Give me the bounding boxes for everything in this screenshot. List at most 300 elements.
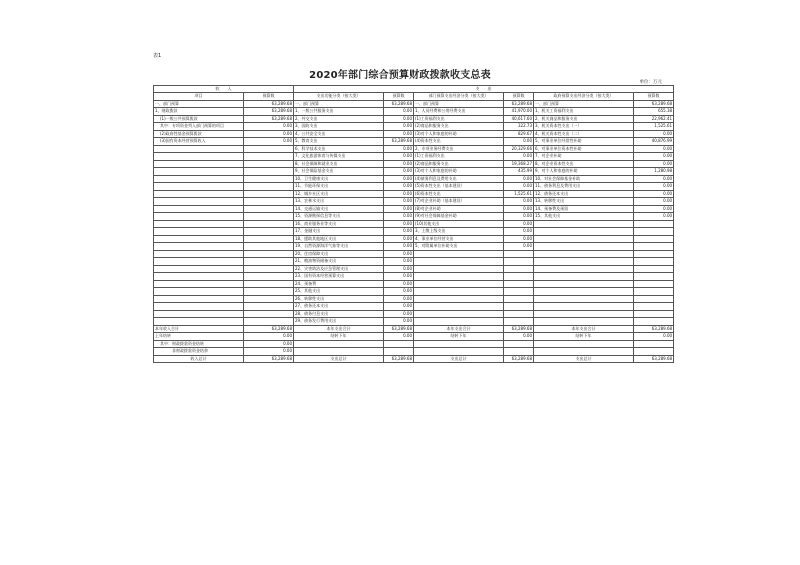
- table-row: [154, 273, 674, 281]
- income-item-cell: [154, 280, 244, 288]
- gov-econ-item-cell: [534, 288, 634, 296]
- income-item-cell: [154, 243, 244, 251]
- income-item-cell: [154, 295, 244, 303]
- dept-econ-item-cell: (8)对企业补助: [414, 205, 504, 213]
- func-budget-cell: 0.00: [384, 318, 414, 326]
- income-budget-cell: 0.00: [244, 130, 294, 138]
- income-item-cell: [154, 153, 244, 161]
- func-item-cell: 9、社会保险基金支出: [294, 168, 384, 176]
- table-row: [154, 198, 674, 206]
- dept-econ-budget-cell: 41,970.00: [504, 108, 534, 116]
- income-budget-cell: [244, 235, 294, 243]
- gov-econ-item-cell: [534, 228, 634, 236]
- gov-econ-budget-cell: [634, 228, 674, 236]
- income-budget-cell: [244, 243, 294, 251]
- dept-econ-item-cell: (9)对社会保障基金补助: [414, 213, 504, 221]
- dept-econ-item-cell: [414, 250, 504, 258]
- gov-econ-item-cell: [534, 220, 634, 228]
- func-item-cell: 15、资源勘探信息等支出: [294, 213, 384, 221]
- table-row: [154, 100, 674, 108]
- dept-econ-item-cell: (3)对个人和家庭的补助: [414, 168, 504, 176]
- func-item-cell: 7、文化旅游体育与传媒支出: [294, 153, 384, 161]
- table-row: [154, 288, 674, 296]
- income-budget-cell: [244, 228, 294, 236]
- gov-econ-budget-cell: 0.00: [634, 190, 674, 198]
- func-item-cell: 25、其他支出: [294, 288, 384, 296]
- dept-econ-item-cell: [414, 310, 504, 318]
- dept-econ-budget-cell: 0.00: [504, 243, 534, 251]
- func-budget-cell: 0.00: [384, 280, 414, 288]
- income-budget-cell: [244, 168, 294, 176]
- func-item-cell: 5、教育支出: [294, 138, 384, 146]
- dept-econ-budget-cell: [504, 250, 534, 258]
- func-budget-cell: 0.00: [384, 310, 414, 318]
- dept-econ-budget-cell: 0.00: [504, 153, 534, 161]
- func-budget-cell: 0.00: [384, 303, 414, 311]
- income-item-cell: 本年收入合计: [154, 325, 244, 333]
- gov-econ-budget-cell: [634, 288, 674, 296]
- func-budget-cell: 0.00: [384, 198, 414, 206]
- table-row: [154, 355, 674, 363]
- func-item-cell: 28、债务付息支出: [294, 310, 384, 318]
- dept-econ-item-cell: (1)工资福利支出: [414, 153, 504, 161]
- dept-econ-item-cell: (4)债务利息及费用支出: [414, 175, 504, 183]
- func-budget-cell: 0.00: [384, 175, 414, 183]
- gov-econ-budget-cell: [634, 265, 674, 273]
- func-budget-cell: 0.00: [384, 220, 414, 228]
- gov-econ-budget-cell: [634, 348, 674, 356]
- income-budget-cell: [244, 273, 294, 281]
- dept-econ-item-cell: [414, 348, 504, 356]
- table-row: [154, 190, 674, 198]
- income-budget-cell: [244, 265, 294, 273]
- dept-econ-item-cell: (6)资本性支出: [414, 190, 504, 198]
- income-item-cell: (3)国有资本经营预算收入: [154, 138, 244, 146]
- func-item-cell: 3、国防支出: [294, 123, 384, 131]
- dept-econ-budget-cell: 0.00: [504, 175, 534, 183]
- income-budget-cell: [244, 183, 294, 191]
- dept-econ-budget-cell: 435.99: [504, 168, 534, 176]
- table-row: [154, 295, 674, 303]
- dept-econ-budget-cell: [504, 280, 534, 288]
- income-budget-cell: [244, 280, 294, 288]
- gov-econ-item-cell: [534, 235, 634, 243]
- dept-econ-item-cell: 4、事业单位经营支出: [414, 235, 504, 243]
- func-budget-cell: 0.00: [384, 130, 414, 138]
- gov-econ-item-cell: 结转下年: [534, 333, 634, 341]
- table-row: [154, 340, 674, 348]
- func-budget-cell: 0.00: [384, 258, 414, 266]
- func-budget-cell: 0.00: [384, 273, 414, 281]
- table-row: [154, 108, 674, 116]
- dept-econ-budget-cell: 63,289.68: [504, 325, 534, 333]
- income-item-cell: 其中：财政拨款资金结转: [154, 340, 244, 348]
- income-item-cell: [154, 220, 244, 228]
- col-budget-header: 预算数: [244, 93, 294, 101]
- income-item-cell: [154, 235, 244, 243]
- gov-econ-item-cell: [534, 295, 634, 303]
- gov-econ-budget-cell: 0.00: [634, 213, 674, 221]
- gov-econ-item-cell: 5、对事业单位经常性补助: [534, 138, 634, 146]
- gov-econ-item-cell: 2、机关商品和服务支出: [534, 115, 634, 123]
- income-budget-cell: 0.00: [244, 333, 294, 341]
- table-row: [154, 325, 674, 333]
- income-item-cell: [154, 250, 244, 258]
- gov-econ-item-cell: 支出总计: [534, 355, 634, 363]
- income-budget-cell: [244, 310, 294, 318]
- gov-econ-item-cell: [534, 303, 634, 311]
- dept-econ-budget-cell: [504, 265, 534, 273]
- func-budget-cell: 0.00: [384, 213, 414, 221]
- income-item-cell: [154, 168, 244, 176]
- income-item-cell: [154, 258, 244, 266]
- gov-econ-item-cell: 8、对企业资本性支出: [534, 160, 634, 168]
- dept-econ-item-cell: [414, 318, 504, 326]
- dept-econ-item-cell: 2、专项业务经费支出: [414, 145, 504, 153]
- income-item-cell: [154, 288, 244, 296]
- gov-econ-item-cell: [534, 243, 634, 251]
- func-budget-cell: 63,289.68: [384, 138, 414, 146]
- income-budget-cell: [244, 303, 294, 311]
- func-budget-cell: [384, 348, 414, 356]
- func-budget-cell: 0.00: [384, 288, 414, 296]
- dept-econ-budget-cell: 0.00: [504, 235, 534, 243]
- dept-econ-item-cell: (7)对企业补助（基本建设）: [414, 198, 504, 206]
- dept-econ-item-cell: 支出总计: [414, 355, 504, 363]
- dept-econ-budget-cell: 0.00: [504, 183, 534, 191]
- dept-econ-budget-cell: 1,525.61: [504, 190, 534, 198]
- func-budget-cell: 0.00: [384, 145, 414, 153]
- income-budget-cell: [244, 160, 294, 168]
- dept-econ-item-cell: [414, 273, 504, 281]
- gov-econ-budget-cell: 0.00: [634, 175, 674, 183]
- table-row: [154, 145, 674, 153]
- func-budget-cell: 0.00: [384, 205, 414, 213]
- gov-econ-item-cell: 10、对社会保障基金补助: [534, 175, 634, 183]
- func-item-cell: 18、援助其他地区支出: [294, 235, 384, 243]
- table-row: [154, 168, 674, 176]
- func-item-cell: 23、国有资本经营预算支出: [294, 273, 384, 281]
- func-budget-cell: 0.00: [384, 115, 414, 123]
- gov-econ-budget-cell: 655.38: [634, 108, 674, 116]
- func-item-cell: 10、卫生健康支出: [294, 175, 384, 183]
- dept-econ-budget-cell: 0.00: [504, 333, 534, 341]
- dept-econ-item-cell: (3)对个人和家庭的补助: [414, 130, 504, 138]
- gov-econ-budget-cell: 0.00: [634, 205, 674, 213]
- income-item-cell: [154, 205, 244, 213]
- col-dept-econ-header: 部门预算支出经济分类（按大类）: [414, 93, 504, 101]
- income-budget-cell: [244, 220, 294, 228]
- income-item-cell: [154, 145, 244, 153]
- table-row: [154, 160, 674, 168]
- income-item-cell: 一、部门预算: [154, 100, 244, 108]
- table-row: [154, 258, 674, 266]
- income-budget-cell: 63,289.68: [244, 100, 294, 108]
- income-budget-cell: [244, 295, 294, 303]
- income-budget-cell: 63,289.68: [244, 325, 294, 333]
- dept-econ-item-cell: [414, 265, 504, 273]
- func-budget-cell: 63,289.68: [384, 100, 414, 108]
- gov-econ-item-cell: 1、机关工资福利支出: [534, 108, 634, 116]
- table-row: [154, 318, 674, 326]
- func-item-cell: 21、粮油物资储备支出: [294, 258, 384, 266]
- budget-table: [153, 85, 674, 363]
- table-row: [154, 280, 674, 288]
- gov-econ-item-cell: [534, 310, 634, 318]
- gov-econ-item-cell: [534, 265, 634, 273]
- func-item-cell: 一、部门预算: [294, 100, 384, 108]
- gov-econ-budget-cell: [634, 318, 674, 326]
- dept-econ-budget-cell: [504, 310, 534, 318]
- func-item-cell: 22、灾害防治及应急管理支出: [294, 265, 384, 273]
- gov-econ-item-cell: [534, 340, 634, 348]
- func-item-cell: 14、交通运输支出: [294, 205, 384, 213]
- col-budget-header: 预算数: [504, 93, 534, 101]
- gov-econ-budget-cell: 63,289.68: [634, 100, 674, 108]
- col-func-header: 支出功能分类（按大类）: [294, 93, 384, 101]
- table-row: [154, 123, 674, 131]
- func-item-cell: 17、金融支出: [294, 228, 384, 236]
- income-budget-cell: 63,289.68: [244, 108, 294, 116]
- dept-econ-budget-cell: 829.67: [504, 130, 534, 138]
- func-item-cell: 12、城乡社区支出: [294, 190, 384, 198]
- dept-econ-item-cell: 3、上缴上级支出: [414, 228, 504, 236]
- dept-econ-budget-cell: 0.00: [504, 198, 534, 206]
- col-gov-econ-header: 政府预算支出经济分类（按大类）: [534, 93, 634, 101]
- income-item-cell: (1)一般公共预算拨款: [154, 115, 244, 123]
- gov-econ-budget-cell: 22,962.41: [634, 115, 674, 123]
- income-budget-cell: 63,289.68: [244, 355, 294, 363]
- income-item-cell: 其中：专项资金列入部门预算的项目: [154, 123, 244, 131]
- dept-econ-item-cell: 一、部门预算: [414, 100, 504, 108]
- gov-econ-budget-cell: 0.00: [634, 333, 674, 341]
- income-item-cell: 1、财政拨款: [154, 108, 244, 116]
- dept-econ-budget-cell: 0.00: [504, 138, 534, 146]
- dept-econ-item-cell: [414, 280, 504, 288]
- header-row-2: [154, 93, 674, 101]
- gov-econ-budget-cell: [634, 273, 674, 281]
- income-item-cell: [154, 175, 244, 183]
- table-row: [154, 333, 674, 341]
- gov-econ-budget-cell: [634, 303, 674, 311]
- income-item-cell: [154, 318, 244, 326]
- income-budget-cell: [244, 198, 294, 206]
- func-budget-cell: 0.00: [384, 243, 414, 251]
- dept-econ-item-cell: 5、对附属单位补助支出: [414, 243, 504, 251]
- gov-econ-item-cell: 4、机关资本性支出（二）: [534, 130, 634, 138]
- func-budget-cell: 0.00: [384, 228, 414, 236]
- table-row: [154, 310, 674, 318]
- dept-econ-item-cell: (5)资本性支出（基本建设）: [414, 183, 504, 191]
- dept-econ-budget-cell: 0.00: [504, 220, 534, 228]
- income-budget-cell: [244, 145, 294, 153]
- income-budget-cell: 0.00: [244, 340, 294, 348]
- dept-econ-budget-cell: [504, 303, 534, 311]
- gov-econ-budget-cell: [634, 235, 674, 243]
- income-item-cell: [154, 190, 244, 198]
- dept-econ-budget-cell: 40,617.60: [504, 115, 534, 123]
- dept-econ-budget-cell: 0.00: [504, 228, 534, 236]
- dept-econ-item-cell: (4)资本性支出: [414, 138, 504, 146]
- dept-econ-budget-cell: 0.00: [504, 205, 534, 213]
- func-item-cell: 20、住房保障支出: [294, 250, 384, 258]
- gov-econ-item-cell: [534, 250, 634, 258]
- income-item-cell: [154, 303, 244, 311]
- gov-econ-item-cell: 11、债务利息及费用支出: [534, 183, 634, 191]
- income-budget-cell: [244, 153, 294, 161]
- func-item-cell: [294, 348, 384, 356]
- gov-econ-budget-cell: 0.00: [634, 130, 674, 138]
- dept-econ-budget-cell: [504, 340, 534, 348]
- dept-econ-item-cell: 结转下年: [414, 333, 504, 341]
- table-row: [154, 265, 674, 273]
- gov-econ-item-cell: 一、部门预算: [534, 100, 634, 108]
- func-item-cell: 29、债务发行费用支出: [294, 318, 384, 326]
- table-row: [154, 130, 674, 138]
- func-item-cell: 1、一般公共服务支出: [294, 108, 384, 116]
- gov-econ-budget-cell: 0.00: [634, 145, 674, 153]
- dept-econ-item-cell: 1、人员经费和公用经费支出: [414, 108, 504, 116]
- gov-econ-budget-cell: [634, 243, 674, 251]
- dept-econ-item-cell: [414, 340, 504, 348]
- gov-econ-item-cell: [534, 258, 634, 266]
- func-item-cell: [294, 340, 384, 348]
- col-budget-header: 预算数: [384, 93, 414, 101]
- gov-econ-budget-cell: 1,525.61: [634, 123, 674, 131]
- gov-econ-item-cell: 7、对企业补助: [534, 153, 634, 161]
- func-budget-cell: 0.00: [384, 183, 414, 191]
- func-budget-cell: 0.00: [384, 160, 414, 168]
- col-item-header: 项目: [154, 93, 244, 101]
- func-item-cell: 16、商业服务业等支出: [294, 220, 384, 228]
- income-item-cell: 非财政拨款资金结余: [154, 348, 244, 356]
- dept-econ-budget-cell: [504, 288, 534, 296]
- income-budget-cell: [244, 175, 294, 183]
- func-budget-cell: 63,289.68: [384, 325, 414, 333]
- page-number: 表1: [153, 53, 162, 59]
- header-row-1: [154, 86, 674, 93]
- table-row: [154, 183, 674, 191]
- income-budget-cell: [244, 318, 294, 326]
- dept-econ-budget-cell: [504, 258, 534, 266]
- income-item-cell: [154, 310, 244, 318]
- gov-econ-budget-cell: 63,289.68: [634, 355, 674, 363]
- table-row: [154, 243, 674, 251]
- table-row: [154, 175, 674, 183]
- table-row: [154, 205, 674, 213]
- dept-econ-item-cell: [414, 288, 504, 296]
- income-budget-cell: 0.00: [244, 348, 294, 356]
- func-item-cell: 26、转移性支出: [294, 295, 384, 303]
- func-item-cell: 13、农林水支出: [294, 198, 384, 206]
- gov-econ-budget-cell: [634, 280, 674, 288]
- gov-econ-budget-cell: 0.00: [634, 153, 674, 161]
- gov-econ-item-cell: 6、对事业单位资本性补助: [534, 145, 634, 153]
- func-budget-cell: 0.00: [384, 123, 414, 131]
- income-budget-cell: [244, 213, 294, 221]
- gov-econ-item-cell: 9、对个人和家庭的补助: [534, 168, 634, 176]
- dept-econ-item-cell: [414, 303, 504, 311]
- gov-econ-budget-cell: [634, 310, 674, 318]
- func-item-cell: 2、外交支出: [294, 115, 384, 123]
- func-budget-cell: 0.00: [384, 235, 414, 243]
- gov-econ-item-cell: [534, 273, 634, 281]
- func-item-cell: 24、预备费: [294, 280, 384, 288]
- income-item-cell: 上年结转: [154, 333, 244, 341]
- dept-econ-item-cell: [414, 295, 504, 303]
- dept-econ-budget-cell: 19,368.27: [504, 160, 534, 168]
- col-budget-header: 预算数: [634, 93, 674, 101]
- gov-econ-budget-cell: 1,280.98: [634, 168, 674, 176]
- table-row: [154, 235, 674, 243]
- income-item-cell: [154, 265, 244, 273]
- income-budget-cell: [244, 258, 294, 266]
- income-budget-cell: [244, 250, 294, 258]
- income-budget-cell: [244, 205, 294, 213]
- gov-econ-item-cell: 本年支出合计: [534, 325, 634, 333]
- gov-econ-budget-cell: 0.00: [634, 160, 674, 168]
- unit-label: 单位：万元: [639, 80, 662, 85]
- income-item-cell: [154, 160, 244, 168]
- income-budget-cell: [244, 190, 294, 198]
- dept-econ-budget-cell: 63,289.68: [504, 355, 534, 363]
- gov-econ-item-cell: 3、机关资本性支出（一）: [534, 123, 634, 131]
- table-row: [154, 138, 674, 146]
- gov-econ-item-cell: 14、预备费及预留: [534, 205, 634, 213]
- func-item-cell: 6、科学技术支出: [294, 145, 384, 153]
- gov-econ-budget-cell: 0.00: [634, 198, 674, 206]
- expense-header: 支 出: [294, 86, 674, 93]
- func-budget-cell: 0.00: [384, 265, 414, 273]
- dept-econ-item-cell: 本年支出合计: [414, 325, 504, 333]
- dept-econ-budget-cell: 0.00: [504, 213, 534, 221]
- table-row: [154, 213, 674, 221]
- dept-econ-budget-cell: [504, 348, 534, 356]
- income-item-cell: [154, 183, 244, 191]
- dept-econ-budget-cell: 20,329.66: [504, 145, 534, 153]
- func-item-cell: 11、节能环保支出: [294, 183, 384, 191]
- income-item-cell: (2)政府性基金预算拨款: [154, 130, 244, 138]
- table-row: [154, 115, 674, 123]
- gov-econ-budget-cell: [634, 220, 674, 228]
- table-row: [154, 220, 674, 228]
- func-item-cell: 19、自然资源海洋气象等支出: [294, 243, 384, 251]
- dept-econ-item-cell: (1)工资福利支出: [414, 115, 504, 123]
- table-row: [154, 228, 674, 236]
- income-item-cell: [154, 198, 244, 206]
- gov-econ-item-cell: [534, 318, 634, 326]
- income-budget-cell: 0.00: [244, 123, 294, 131]
- income-item-cell: [154, 273, 244, 281]
- func-item-cell: 27、债务还本支出: [294, 303, 384, 311]
- dept-econ-budget-cell: 63,289.68: [504, 100, 534, 108]
- func-budget-cell: 0.00: [384, 190, 414, 198]
- gov-econ-budget-cell: [634, 340, 674, 348]
- dept-econ-budget-cell: [504, 318, 534, 326]
- gov-econ-budget-cell: 63,289.68: [634, 325, 674, 333]
- func-item-cell: 4、公共安全支出: [294, 130, 384, 138]
- income-budget-cell: 0.00: [244, 138, 294, 146]
- func-budget-cell: 0.00: [384, 250, 414, 258]
- gov-econ-budget-cell: [634, 295, 674, 303]
- dept-econ-item-cell: (2)商品和服务支出: [414, 123, 504, 131]
- table-row: [154, 348, 674, 356]
- func-budget-cell: 0.00: [384, 168, 414, 176]
- dept-econ-budget-cell: 322.73: [504, 123, 534, 131]
- func-item-cell: 本年支出合计: [294, 325, 384, 333]
- func-budget-cell: [384, 340, 414, 348]
- gov-econ-item-cell: 12、债务还本支出: [534, 190, 634, 198]
